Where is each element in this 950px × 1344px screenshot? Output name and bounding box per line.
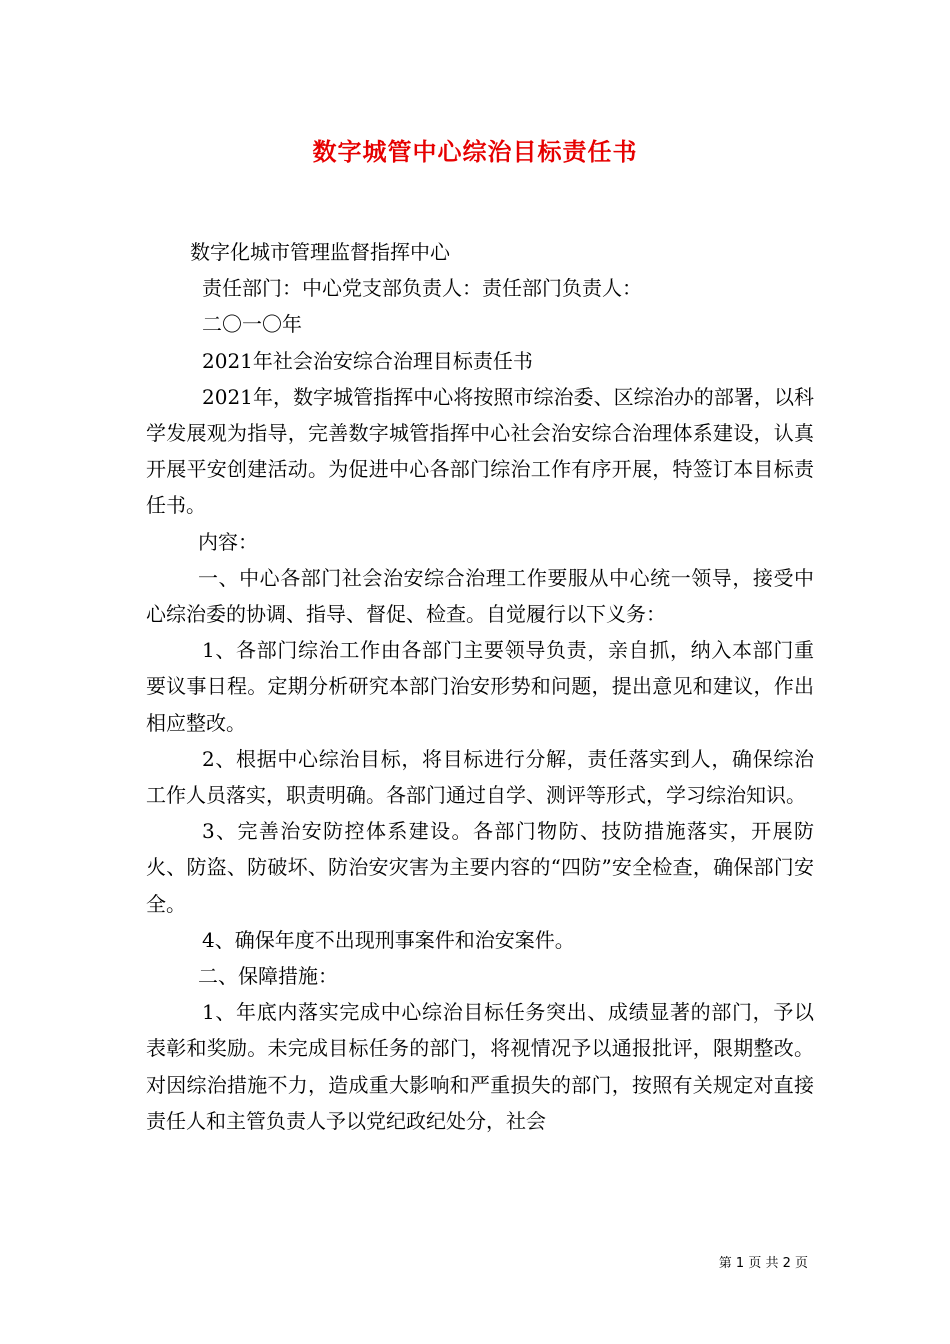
- paragraph-item-1: 1、各部门综治工作由各部门主要领导负责，亲自抓，纳入本部门重要议事日程。定期分析研究本部门治安形势和问题，提出意见和建议，作出相应整改。: [146, 638, 814, 735]
- paragraph-measure-1: 1、年底内落实完成中心综治目标任务突出、成绩显著的部门，予以表彰和奖励。未完成目标任务的部门，将视情况予以通报批评，限期整改。对因综治措施不力，造成重大影响和严重损失的部门，按照有关规定对直接责任人和主管负责人予以党纪政纪处分，社会: [146, 1000, 814, 1133]
- page-indicator: 第 1 页 共 2 页: [718, 1256, 808, 1271]
- paragraph-intro: 2021年，数字城管指挥中心将按照市综治委、区综治办的部署，以科学发展观为指导，完善数字城管指挥中心社会治安综合治理体系建设，认真开展平安创建活动。为促进中心各部门综治工作有序开展，特签订本目标责任书。: [146, 384, 814, 518]
- document-body: [146, 234, 814, 1139]
- paragraph-org-name: 数字化城市管理监督指挥中心: [190, 240, 450, 264]
- paragraph-subtitle: 2021年社会治安综合治理目标责任书: [202, 348, 533, 373]
- paragraph-section-two: 二、保障措施：: [198, 964, 338, 989]
- paragraph-content-heading: 内容：: [198, 529, 258, 554]
- document-title: 数字城管中心综治目标责任书: [312, 138, 638, 166]
- paragraph-item-4: 4、确保年度不出现刑事案件和治安案件。: [202, 927, 575, 952]
- paragraph-year: 二〇一〇年: [202, 312, 302, 337]
- paragraph-section-one: 一、中心各部门社会治安综合治理工作要服从中心统一领导，接受中心综治委的协调、指导、督促、检查。自觉履行以下义务：: [146, 565, 814, 627]
- paragraph-item-2: 2、根据中心综治目标，将目标进行分解，责任落实到人，确保综治工作人员落实，职责明确。各部门通过自学、测评等形式，学习综治知识。: [146, 746, 814, 808]
- paragraph-item-3: 3、完善治安防控体系建设。各部门物防、技防措施落实，开展防火、防盗、防破坏、防治安灾害为主要内容的“四防”安全检查，确保部门安全。: [146, 819, 814, 916]
- paragraph-responsible-dept: 责任部门：中心党支部负责人：责任部门负责人：: [202, 276, 642, 301]
